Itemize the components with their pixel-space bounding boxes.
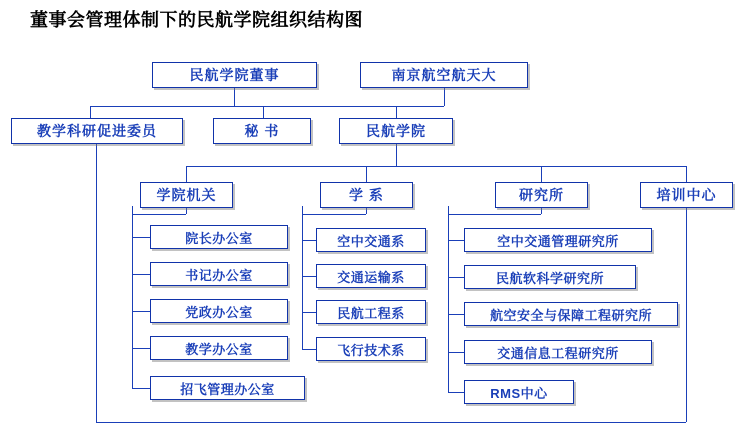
connector-bottom-loop — [96, 422, 686, 423]
node-training-center[interactable]: 培训中心 — [640, 182, 733, 208]
connector-nuaa-down — [444, 88, 445, 106]
node-org-item-0[interactable]: 院长办公室 — [150, 225, 288, 249]
connector-dept-item-2 — [302, 312, 316, 313]
node-dept-item-2[interactable]: 民航工程系 — [316, 300, 426, 324]
connector-inst-item-1 — [448, 277, 464, 278]
node-inst-item-0[interactable]: 空中交通管理研究所 — [464, 228, 652, 252]
connector-org-item-3 — [132, 348, 150, 349]
node-nuaa[interactable]: 南京航空航天大 — [360, 62, 528, 88]
node-dept-item-1[interactable]: 交通运输系 — [316, 264, 426, 288]
node-org-office[interactable]: 学院机关 — [140, 182, 233, 208]
connector-inst-item-2 — [448, 314, 464, 315]
connector-org-item-4 — [132, 388, 150, 389]
node-org-item-3[interactable]: 教学办公室 — [150, 336, 288, 360]
connector-level3-bus — [186, 166, 686, 167]
node-inst-item-1[interactable]: 民航软科学研究所 — [464, 265, 636, 289]
node-org-item-1[interactable]: 书记办公室 — [150, 262, 288, 286]
connector-org-item-0 — [132, 237, 150, 238]
connector-board-down — [234, 88, 235, 106]
connector-dept-item-1 — [302, 276, 316, 277]
connector-dept-top — [302, 214, 366, 215]
node-college[interactable]: 民航学院 — [339, 118, 453, 144]
connector-inst-item-4 — [448, 392, 464, 393]
connector-to-institutes — [541, 166, 542, 182]
connector-org-spine — [132, 206, 133, 388]
node-org-item-2[interactable]: 党政办公室 — [150, 299, 288, 323]
page-title: 董事会管理体制下的民航学院组织结构图 — [30, 10, 363, 30]
connector-to-secretary — [263, 106, 264, 118]
connector-top-bus — [90, 106, 444, 107]
connector-dept-spine — [302, 206, 303, 350]
node-inst-item-2[interactable]: 航空安全与保障工程研究所 — [464, 302, 678, 326]
node-inst-item-3[interactable]: 交通信息工程研究所 — [464, 340, 652, 364]
connector-inst-item-0 — [448, 240, 464, 241]
connector-training-down — [686, 206, 687, 422]
connector-inst-spine — [448, 206, 449, 392]
connector-org-top — [132, 214, 186, 215]
connector-org-item-2 — [132, 311, 150, 312]
connector-to-college — [396, 106, 397, 118]
node-inst-item-4[interactable]: RMS中心 — [464, 380, 574, 404]
connector-to-training-center — [686, 166, 687, 182]
connector-inst-item-3 — [448, 352, 464, 353]
node-dept-item-0[interactable]: 空中交通系 — [316, 228, 426, 252]
connector-org-item-1 — [132, 274, 150, 275]
node-org-item-4[interactable]: 招飞管理办公室 — [150, 376, 305, 400]
connector-to-committee — [90, 106, 91, 118]
connector-inst-top — [448, 214, 541, 215]
node-institutes[interactable]: 研究所 — [495, 182, 588, 208]
connector-to-org-office — [186, 166, 187, 182]
connector-college-down — [396, 144, 397, 166]
connector-dept-item-0 — [302, 240, 316, 241]
connector-dept-item-3 — [302, 349, 316, 350]
connector-to-departments — [366, 166, 367, 182]
connector-bottom-loop-left — [96, 142, 97, 422]
node-board[interactable]: 民航学院董事 — [152, 62, 317, 88]
node-secretary[interactable]: 秘 书 — [213, 118, 311, 144]
node-departments[interactable]: 学 系 — [320, 182, 413, 208]
node-dept-item-3[interactable]: 飞行技术系 — [316, 337, 426, 361]
node-committee[interactable]: 教学科研促进委员 — [11, 118, 183, 144]
